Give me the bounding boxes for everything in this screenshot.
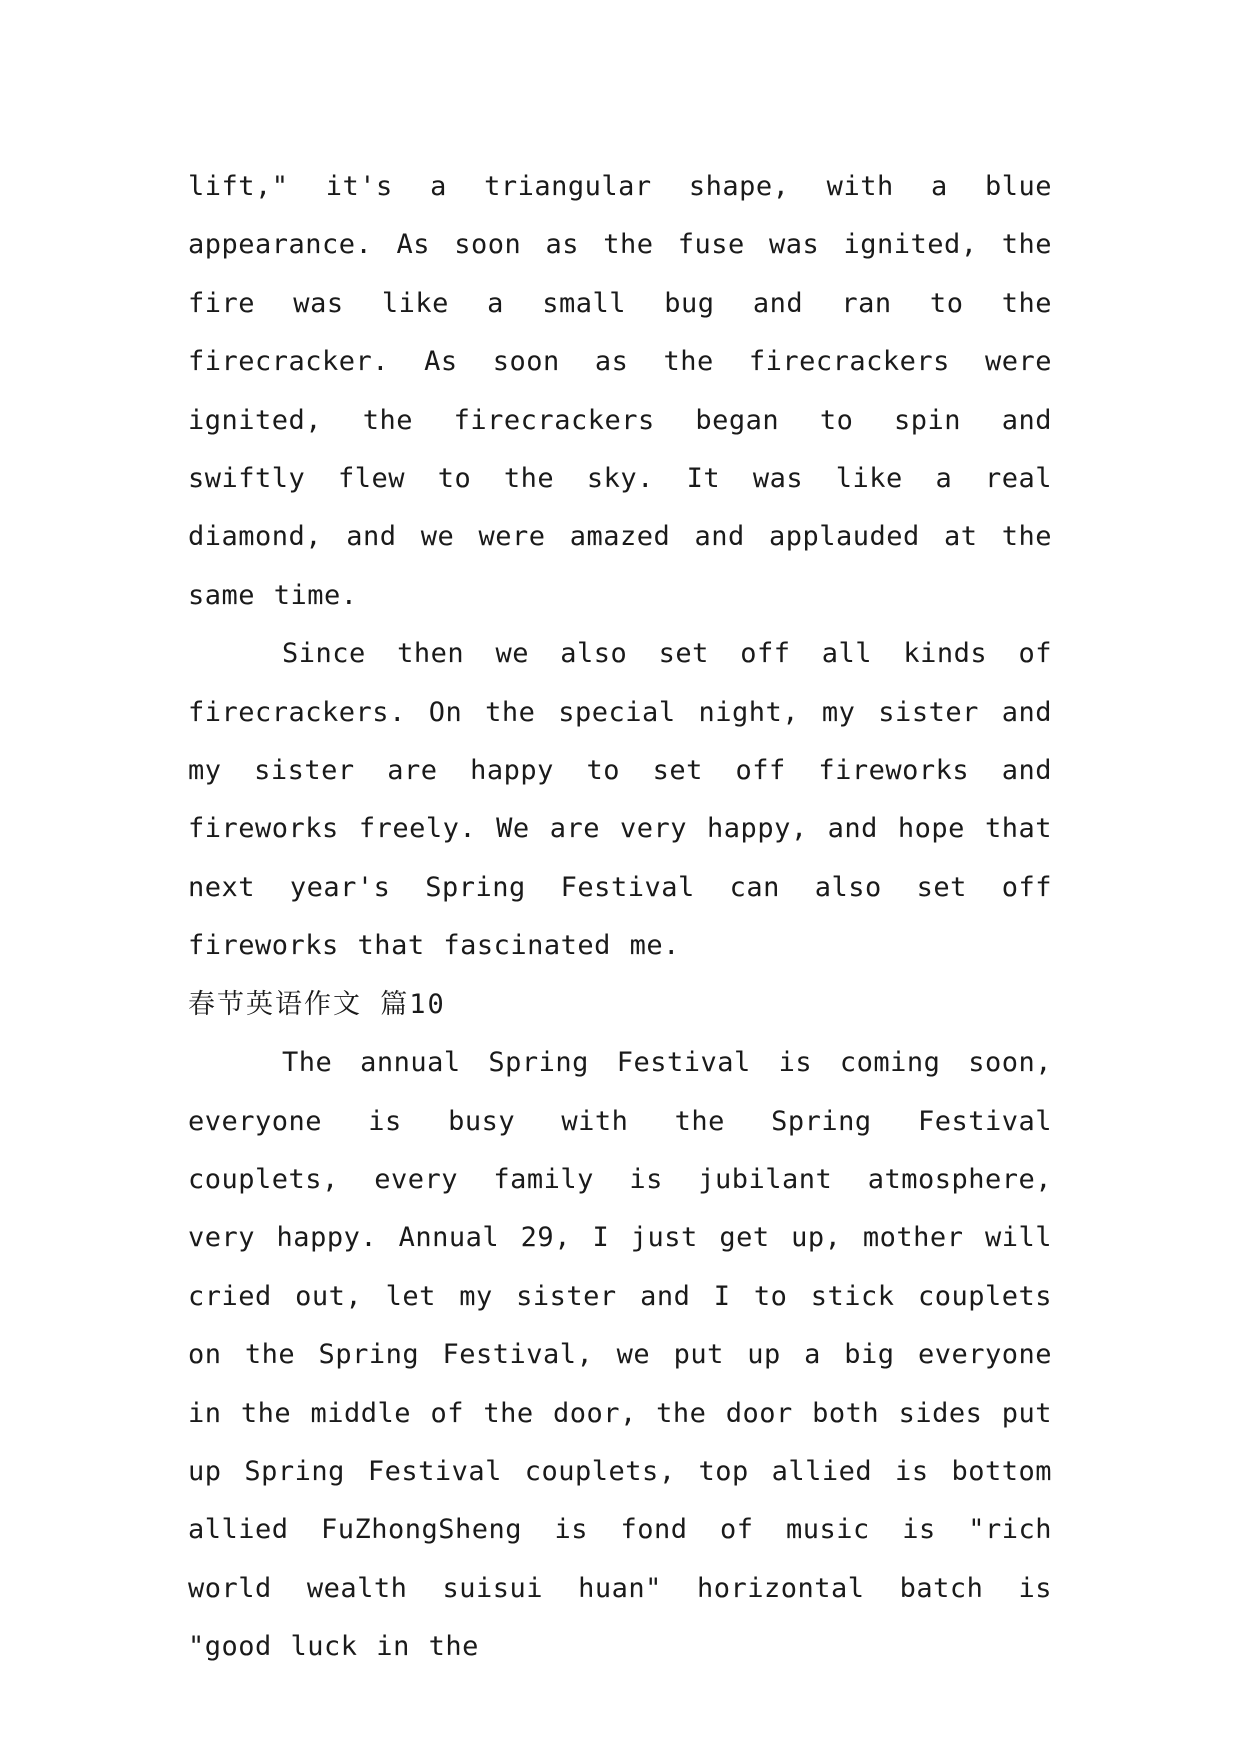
- paragraph-since-then: Since then we also set off all kinds of firecrackers. On the special night, my sister and my sister are happy to set off fireworks and fireworks freely. We are very happy, and hope that next year's Spring Festival can also set off fireworks that fascinated me.: [188, 638, 1052, 962]
- document-body: [188, 158, 1052, 1677]
- section-heading: 春节英语作文 篇10: [188, 988, 446, 1020]
- paragraph-annual-festival: The annual Spring Festival is coming soon, everyone is busy with the Spring Festival couplets, every family is jubilant atmosphere, very happy. Annual 29, I just get up, mother will cried out, let my sister and I to stick couplets on the Spring Festival, we put up a big everyone in the middle of the door, the door both sides put up Spring Festival couplets, top allied is bottom allied FuZhongSheng is fond of music is "rich world wealth suisui huan" horizontal batch is "good luck in the: [188, 1047, 1052, 1663]
- paragraph-continuation: lift," it's a triangular shape, with a blue appearance. As soon as the fuse was ignited, the fire was like a small bug and ran to the firecracker. As soon as the firecrackers were ignited, the firecrackers began to spin and swiftly flew to the sky. It was like a real diamond, and we were amazed and applauded at the same time.: [188, 171, 1052, 611]
